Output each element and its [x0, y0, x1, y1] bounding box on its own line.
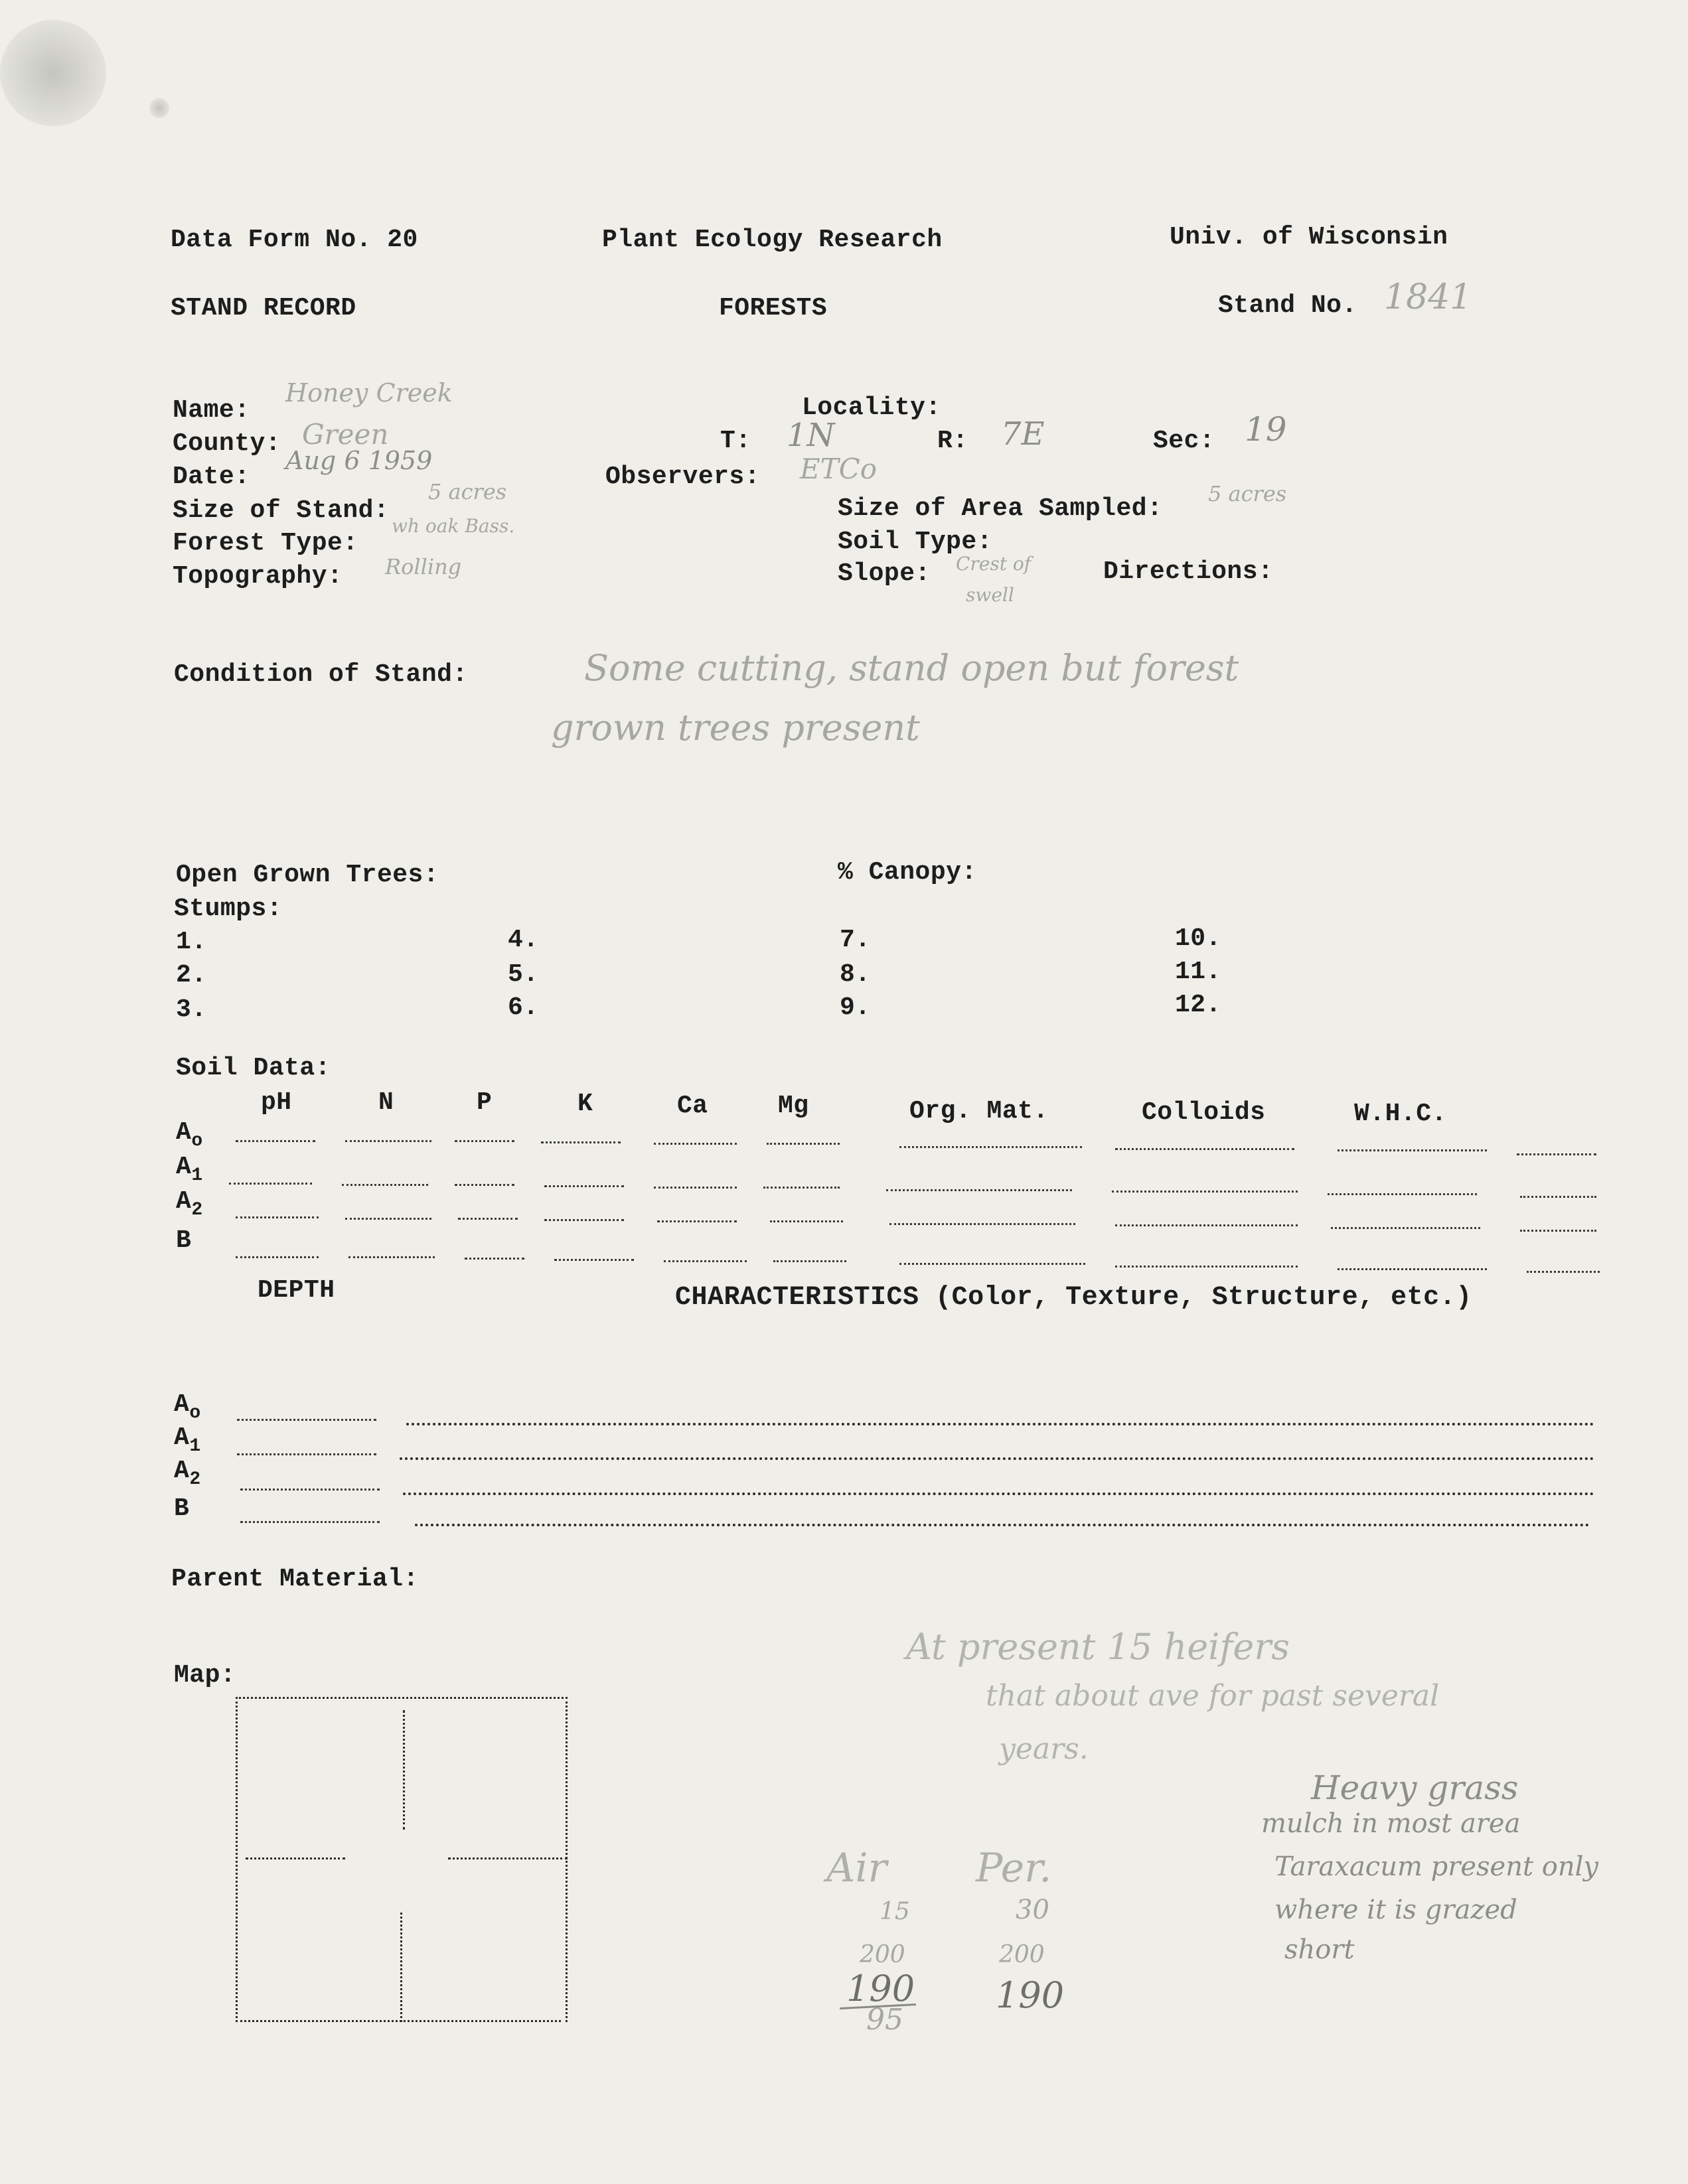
t-value: 1N	[787, 417, 835, 454]
map-label: Map:	[174, 1661, 236, 1690]
heifers-note-line-3: years.	[999, 1732, 1089, 1766]
horizon-label	[174, 1457, 201, 1490]
name-value: Honey Creek	[285, 378, 453, 407]
stand-record-heading: STAND RECORD	[171, 294, 356, 323]
slope-value-line-2: swell	[966, 584, 1014, 606]
tally-value: 95	[866, 2003, 903, 2037]
horizon-label	[174, 1423, 201, 1457]
horizon-subscript: 2	[189, 1469, 201, 1490]
directions-label: Directions:	[1103, 557, 1274, 586]
stand-no-value: 1841	[1384, 277, 1472, 317]
soil-type-label: Soil Type:	[838, 528, 993, 556]
tally-value: 30	[1016, 1895, 1049, 1925]
stump-number: 8.	[840, 960, 871, 989]
soil-column-header: Mg	[778, 1092, 809, 1120]
horizon-label	[176, 1153, 203, 1186]
sec-label: Sec:	[1153, 427, 1215, 455]
horizon-letter: A	[174, 1390, 190, 1419]
date-label: Date:	[173, 463, 250, 491]
soil-column-header: Colloids	[1142, 1098, 1266, 1127]
condition-line-2: grown trees present	[551, 707, 920, 749]
university: Univ. of Wisconsin	[1170, 223, 1448, 252]
forest-type-value: wh oak Bass.	[392, 515, 515, 537]
horizon-letter: A	[176, 1153, 192, 1181]
tally-header-air: Air	[826, 1845, 887, 1891]
observers-label: Observers:	[605, 463, 761, 491]
condition-label: Condition of Stand:	[174, 660, 468, 689]
soil-column-header: N	[378, 1088, 394, 1117]
topography-label: Topography:	[173, 562, 343, 591]
tally-value: 200	[860, 1941, 905, 1968]
horizon-letter: A	[176, 1118, 192, 1147]
r-value: 7E	[1001, 415, 1045, 453]
depth-label: DEPTH	[258, 1276, 335, 1305]
horizon-label	[174, 1390, 201, 1423]
slope-value-line-1: Crest of	[956, 553, 1032, 575]
county-value: Green	[302, 418, 389, 451]
tally-value: 200	[999, 1941, 1045, 1968]
soil-column-header: W.H.C.	[1354, 1100, 1447, 1128]
canopy-label: % Canopy:	[838, 858, 977, 887]
r-label: R:	[937, 427, 968, 455]
soil-column-header: P	[477, 1088, 493, 1117]
stump-number: 6.	[508, 993, 539, 1022]
horizon-subscript: 2	[191, 1200, 203, 1220]
heifers-note-line-1: At present 15 heifers	[906, 1626, 1290, 1668]
grass-note-line-3: Taraxacum present only	[1274, 1852, 1598, 1882]
horizon-label	[176, 1118, 203, 1151]
locality-label: Locality:	[802, 394, 941, 422]
soil-column-header: Org. Mat.	[909, 1097, 1049, 1126]
condition-line-1: Some cutting, stand open but forest	[584, 647, 1239, 689]
grass-note-line-2: mulch in most area	[1261, 1808, 1521, 1839]
soil-column-header: Ca	[677, 1092, 708, 1120]
stump-number: 2.	[176, 961, 207, 989]
organization: Plant Ecology Research	[602, 226, 943, 254]
county-label: County:	[173, 429, 281, 458]
form-number: Data Form No. 20	[171, 226, 418, 254]
stump-number: 12.	[1175, 991, 1221, 1019]
horizon-subscript: 1	[191, 1165, 203, 1186]
t-label: T:	[720, 427, 751, 455]
soil-column-header: K	[577, 1090, 593, 1118]
size-of-stand-value: 5 acres	[428, 479, 507, 504]
horizon-label: B	[176, 1226, 192, 1255]
stump-number: 11.	[1175, 958, 1221, 986]
grass-note-line-4: where it is grazed	[1274, 1895, 1517, 1925]
forest-type-label: Forest Type:	[173, 529, 358, 557]
tally-value: 15	[880, 1898, 910, 1925]
horizon-subscript: o	[191, 1131, 203, 1151]
horizon-letter: A	[174, 1457, 190, 1485]
soil-data-label: Soil Data:	[176, 1054, 331, 1082]
map-grid	[236, 1697, 568, 2022]
horizon-subscript: o	[189, 1403, 201, 1423]
horizon-letter: A	[176, 1187, 192, 1216]
tally-value: 190	[996, 1974, 1065, 2016]
horizon-label	[176, 1187, 203, 1220]
grass-note-line-5: short	[1284, 1934, 1355, 1965]
paper-stain	[149, 98, 169, 118]
heifers-note-line-2: that about ave for past several	[986, 1679, 1440, 1713]
stump-number: 5.	[508, 960, 539, 989]
area-sampled-label: Size of Area Sampled:	[838, 494, 1163, 523]
open-grown-label: Open Grown Trees:	[176, 861, 439, 889]
sec-value: 19	[1245, 410, 1287, 449]
stump-number: 10.	[1175, 924, 1221, 953]
parent-material-label: Parent Material:	[171, 1565, 419, 1593]
horizon-subscript: 1	[189, 1436, 201, 1457]
horizon-label: B	[174, 1494, 190, 1523]
stump-number: 3.	[176, 995, 207, 1024]
soil-column-header: pH	[261, 1088, 292, 1117]
area-sampled-value: 5 acres	[1208, 481, 1287, 506]
stump-number: 9.	[840, 993, 871, 1022]
horizon-letter: A	[174, 1423, 190, 1452]
forests-heading: FORESTS	[719, 294, 828, 323]
name-label: Name:	[173, 396, 250, 425]
stumps-label: Stumps:	[174, 895, 283, 923]
observers-value: ETCo	[800, 453, 878, 485]
topography-value: Rolling	[385, 554, 462, 579]
stand-no-label: Stand No.	[1218, 291, 1357, 320]
grass-note-line-1: Heavy grass	[1311, 1769, 1519, 1807]
stump-number: 4.	[508, 926, 539, 954]
size-of-stand-label: Size of Stand:	[173, 496, 390, 525]
characteristics-label: CHARACTERISTICS (Color, Texture, Structure, etc.)	[675, 1283, 1472, 1313]
tally-header-per: Per.	[976, 1845, 1052, 1891]
paper-stain	[0, 20, 106, 126]
stump-number: 7.	[840, 926, 871, 954]
stump-number: 1.	[176, 928, 207, 956]
date-value: Aug 6 1959	[285, 446, 433, 475]
tally-value: 190	[846, 1968, 915, 2009]
slope-label: Slope:	[838, 559, 931, 588]
